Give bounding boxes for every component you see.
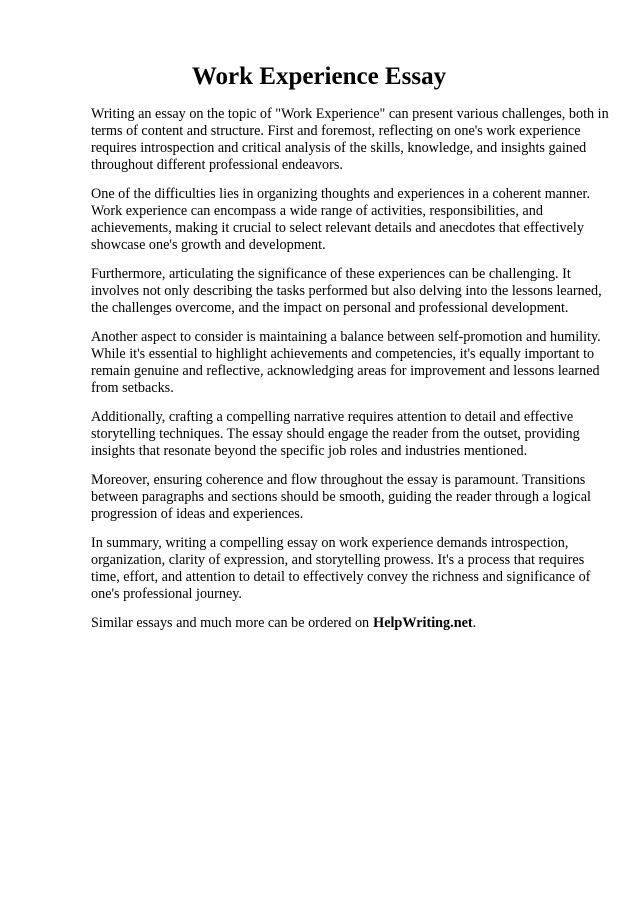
paragraph-4: Another aspect to consider is maintaining a balance between self-promotion and humility. While it's essential to highlight achievements and competencies, it's equally important to remain genuine and reflective, acknowledging areas for improvement and lessons learned from setbacks. xyxy=(91,329,601,396)
paragraph-2: One of the difficulties lies in organizing thoughts and experiences in a coherent manner. Work experience can encompass a wide range of activities, responsibilities, and achievements, making it crucial to select relevant details and anecdotes that effectively showcase one's growth and development. xyxy=(91,186,591,253)
essay-body xyxy=(91,106,611,644)
paragraph-1: Writing an essay on the topic of "Work Experience" can present various challenges, both in terms of content and structure. First and foremost, reflecting on one's work experience requires introspection and critical analysis of the skills, knowledge, and insights gained throughout different professional endeavors. xyxy=(91,106,609,173)
paragraph-5: Additionally, crafting a compelling narrative requires attention to detail and effective storytelling techniques. The essay should engage the reader from the outset, providing insights that resonate beyond the specific job roles and industries mentioned. xyxy=(91,409,580,459)
footer-brand-link[interactable]: HelpWriting.net xyxy=(373,615,473,631)
footer-prefix: Similar essays and much more can be ordered on xyxy=(91,615,370,631)
page-title: Work Experience Essay xyxy=(191,63,447,90)
footer-line xyxy=(91,615,611,632)
paragraph-6: Moreover, ensuring coherence and flow throughout the essay is paramount. Transitions between paragraphs and sections should be smooth, guiding the reader through a logical progression of ideas and experiences. xyxy=(91,472,591,522)
paragraph-3: Furthermore, articulating the significance of these experiences can be challenging. It involves not only describing the tasks performed but also delving into the lessons learned, the challenges overcome, and the impact on personal and professional development. xyxy=(91,266,602,316)
footer-suffix: . xyxy=(472,615,477,631)
paragraph-7: In summary, writing a compelling essay on work experience demands introspection, organization, clarity of expression, and storytelling prowess. It's a process that requires time, effort, and attention to detail to effectively convey the richness and significance of one's professional journey. xyxy=(91,535,591,602)
